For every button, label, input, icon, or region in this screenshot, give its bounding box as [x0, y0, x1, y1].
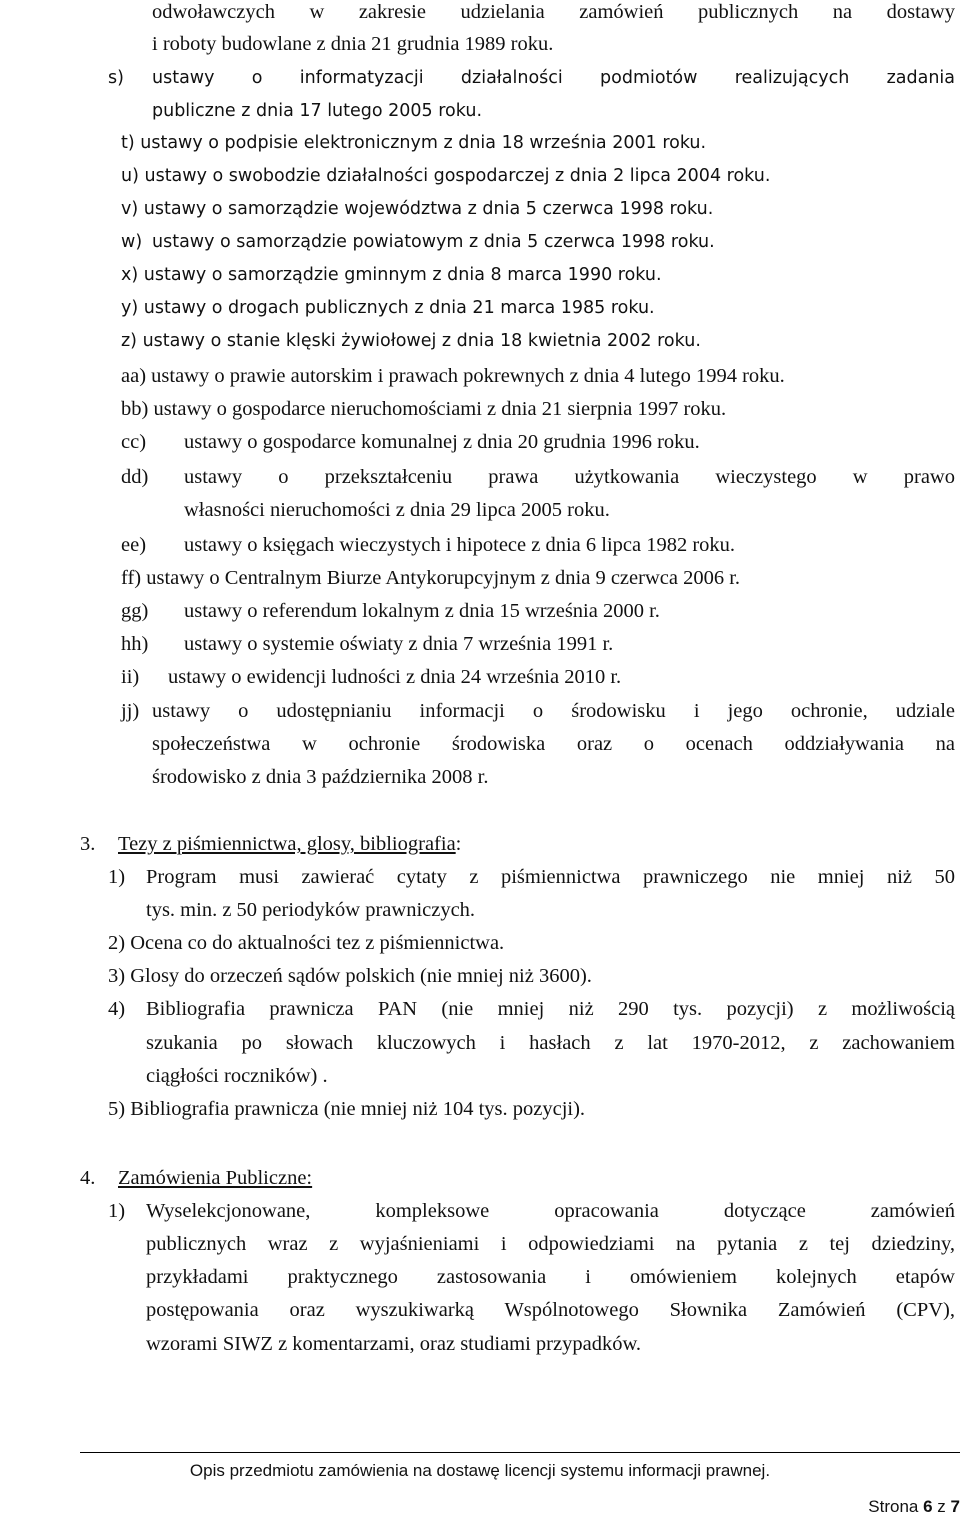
list-marker-ii: ii) — [121, 666, 140, 688]
page-number — [868, 1496, 960, 1518]
section-3-heading-text: Tezy z piśmiennictwa, glosy, bibliografia — [118, 833, 456, 855]
section-3-heading — [118, 832, 461, 856]
section-4-item-1-line-1: Wyselekcjonowane, kompleksowe opracowania dotyczące zamówień — [146, 1200, 955, 1222]
list-marker-jj: jj) — [121, 700, 140, 722]
list-item-s-line-2: publiczne z dnia 17 lutego 2005 roku. — [152, 101, 483, 121]
list-item-x: x) ustawy o samorządzie gminnym z dnia 8 marca 1990 roku. — [121, 265, 662, 285]
section-3-marker-1: 1) — [108, 866, 126, 888]
section-3-item-4-line-2: szukania po słowach kluczowych i hasłach z lat 1970-2012, z zachowaniem — [146, 1032, 955, 1054]
section-4-heading: Zamówienia Publiczne: — [118, 1167, 313, 1189]
list-item-z: z) ustawy o stanie klęski żywiołowej z dnia 18 kwietnia 2002 roku. — [121, 331, 701, 351]
section-4-item-1-line-3: przykładami praktycznego zastosowania i omówieniem kolejnych etapów — [146, 1266, 955, 1288]
page-word: Strona — [868, 1497, 919, 1516]
section-3-heading-colon: : — [455, 833, 462, 855]
list-item-hh: ustawy o systemie oświaty z dnia 7 września 1991 r. — [184, 633, 614, 655]
list-marker-s: s) — [108, 68, 124, 88]
list-item-t: t) ustawy o podpisie elektronicznym z dnia 18 września 2001 roku. — [121, 133, 707, 153]
footer-text: Opis przedmiotu zamówienia na dostawę licencji systemu informacji prawnej. — [189, 1461, 771, 1480]
list-marker-ee: ee) — [121, 534, 147, 556]
list-item-ii: ustawy o ewidencji ludności z dnia 24 września 2010 r. — [168, 666, 622, 688]
list-marker-hh: hh) — [121, 633, 149, 655]
section-3-item-5: 5) Bibliografia prawnicza (nie mniej niż 104 tys. pozycji). — [108, 1098, 586, 1120]
list-item-gg: ustawy o referendum lokalnym z dnia 15 września 2000 r. — [184, 600, 660, 622]
page-of: z — [937, 1497, 946, 1516]
section-4-item-1-line-5: wzorami SIWZ z komentarzami, oraz studiami przypadków. — [146, 1333, 642, 1355]
list-item-w: ustawy o samorządzie powiatowym z dnia 5 czerwca 1998 roku. — [152, 232, 715, 252]
section-4-item-1-line-4: postępowania oraz wyszukiwarką Wspólnotowego Słownika Zamówień (CPV), — [146, 1299, 955, 1321]
list-marker-cc: cc) — [121, 431, 147, 453]
list-item-dd-line-2: własności nieruchomości z dnia 29 lipca 2005 roku. — [184, 499, 610, 521]
page-current: 6 — [923, 1497, 933, 1516]
section-3-item-4-line-1: Bibliografia prawnicza PAN (nie mniej niż 290 tys. pozycji) z możliwością — [146, 998, 955, 1020]
list-item-y: y) ustawy o drogach publicznych z dnia 21 marca 1985 roku. — [121, 298, 655, 318]
list-item-v: v) ustawy o samorządzie województwa z dnia 5 czerwca 1998 roku. — [121, 199, 714, 219]
section-3-item-1-line-2: tys. min. z 50 periodyków prawniczych. — [146, 899, 476, 921]
list-item-u: u) ustawy o swobodzie działalności gospodarczej z dnia 2 lipca 2004 roku. — [121, 166, 771, 186]
list-item-ee: ustawy o księgach wieczystych i hipotece z dnia 6 lipca 1982 roku. — [184, 534, 736, 556]
list-item-jj-line-1: ustawy o udostępnianiu informacji o środowisku i jego ochronie, udziale — [152, 700, 955, 722]
section-3-item-1-line-1: Program musi zawierać cytaty z piśmiennictwa prawniczego nie mniej niż 50 — [146, 866, 955, 888]
section-3-item-4-line-3: ciągłości roczników) . — [146, 1065, 328, 1087]
list-item-r-line-2: i roboty budowlane z dnia 21 grudnia 1989 roku. — [152, 33, 554, 55]
section-3-number: 3. — [80, 833, 96, 855]
list-item-jj-line-2: społeczeństwa w ochronie środowiska oraz o ocenach oddziaływania na — [152, 733, 955, 755]
list-item-r-line-1: odwoławczych w zakresie udzielania zamówień publicznych na dostawy — [152, 1, 955, 23]
list-item-jj-line-3: środowisko z dnia 3 października 2008 r. — [152, 766, 489, 788]
list-item-bb: bb) ustawy o gospodarce nieruchomościami z dnia 21 sierpnia 1997 roku. — [121, 398, 727, 420]
footer-divider — [80, 1452, 960, 1453]
list-item-dd-line-1: ustawy o przekształceniu prawa użytkowania wieczystego w prawo — [184, 466, 955, 488]
section-4-marker-1: 1) — [108, 1200, 126, 1222]
list-item-aa: aa) ustawy o prawie autorskim i prawach pokrewnych z dnia 4 lutego 1994 roku. — [121, 365, 785, 387]
section-4-item-1-line-2: publicznych wraz z wyjaśnieniami i odpowiedziami na pytania z tej dziedziny, — [146, 1233, 955, 1255]
list-item-s-line-1: ustawy o informatyzacji działalności podmiotów realizujących zadania — [152, 68, 955, 88]
section-4-number: 4. — [80, 1167, 96, 1189]
section-3-item-3: 3) Glosy do orzeczeń sądów polskich (nie mniej niż 3600). — [108, 965, 592, 987]
list-marker-w: w) — [121, 232, 143, 252]
list-marker-dd: dd) — [121, 466, 149, 488]
section-3-item-2: 2) Ocena co do aktualności tez z piśmiennictwa. — [108, 932, 505, 954]
list-item-cc: ustawy o gospodarce komunalnej z dnia 20 grudnia 1996 roku. — [184, 431, 700, 453]
list-marker-gg: gg) — [121, 600, 149, 622]
list-item-ff: ff) ustawy o Centralnym Biurze Antykorupcyjnym z dnia 9 czerwca 2006 r. — [121, 567, 741, 589]
section-3-marker-4: 4) — [108, 998, 126, 1020]
page-total: 7 — [950, 1497, 960, 1516]
